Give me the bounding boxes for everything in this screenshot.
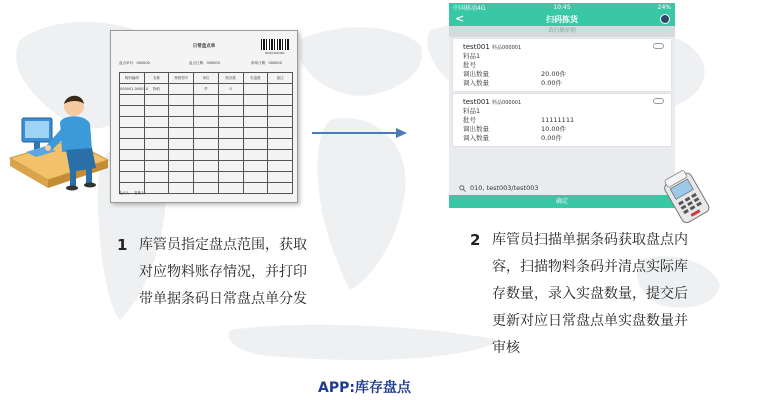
table-row	[120, 117, 293, 128]
card-out-row	[463, 70, 663, 79]
printed-stocktake-sheet	[110, 30, 298, 203]
sheet-cell	[169, 84, 194, 95]
avatar[interactable]	[660, 14, 670, 24]
app-title: 扫码拣货	[546, 14, 578, 24]
card-out-row	[463, 125, 663, 134]
sheet-title: 日常盘点单	[192, 44, 216, 49]
card-header	[463, 97, 663, 107]
item-card[interactable]	[453, 39, 671, 91]
status-carrier: 中国移动4G	[453, 5, 486, 12]
step-1-caption	[117, 232, 317, 313]
card-toggle-icon[interactable]	[653, 43, 664, 49]
card-item-name: 料品1	[463, 107, 481, 115]
scan-input-value: 010, test003/test003	[470, 184, 539, 192]
table-row	[120, 106, 293, 117]
card-item-name: 料品1	[463, 52, 481, 60]
card-batch-label: 批号	[463, 61, 476, 69]
card-batch-label: 批号	[463, 116, 476, 124]
card-toggle-icon[interactable]	[653, 98, 664, 104]
scan-prompt: 请扫描单据	[449, 26, 675, 37]
step-2-caption	[470, 227, 700, 362]
sheet-cell	[268, 84, 293, 95]
card-in-value[interactable]: 0.00件	[541, 79, 562, 87]
table-row	[120, 150, 293, 161]
table-row	[120, 95, 293, 106]
sheet-table	[119, 72, 293, 194]
sheet-barcode	[261, 39, 289, 57]
sheet-created: 制单日期：000000	[251, 61, 282, 65]
card-material-code: 料品000001	[492, 100, 522, 106]
back-arrow-icon[interactable]: <	[455, 12, 465, 25]
card-in-label: 调入数量	[463, 79, 489, 87]
card-in-row	[463, 79, 663, 88]
status-bar	[449, 3, 675, 12]
card-batch-row	[463, 61, 663, 70]
step-2-text: 库管员扫描单据条码获取盘点内容，扫描物料条码并清点实际库存数量，录入实盘数量，提交后更新对应日常盘点单实盘数量并审核	[492, 232, 688, 356]
status-battery: 24%	[657, 4, 672, 11]
sheet-col-header: 单位	[194, 73, 219, 84]
card-in-label: 调入数量	[463, 134, 489, 142]
sheet-number: 盘点单号：000000	[119, 61, 150, 65]
mobile-app-screen	[449, 3, 675, 208]
sheet-col-header: 规格型号	[169, 73, 194, 84]
card-out-label: 调出数量	[463, 70, 489, 78]
sheet-col-header: 名称	[144, 73, 169, 84]
sheet-col-header: 账存数	[218, 73, 243, 84]
app-title-bar	[449, 12, 675, 26]
sheet-cell: 件	[194, 84, 219, 95]
card-header	[463, 42, 663, 52]
card-in-row	[463, 134, 663, 143]
barcode-bars	[261, 39, 289, 50]
scan-input[interactable]	[449, 183, 675, 194]
table-row	[120, 139, 293, 150]
search-icon	[459, 185, 466, 192]
card-id: test001	[463, 98, 490, 106]
status-time: 10:45	[553, 4, 571, 11]
card-item-name-row	[463, 107, 663, 116]
sheet-col-header: 实盘数	[243, 73, 268, 84]
step-1-number: 1	[117, 236, 128, 254]
flow-arrow-icon	[312, 127, 408, 139]
step-1-text: 库管员指定盘点范围，获取对应物料账存情况，并打印带单据条码日常盘点单分发	[139, 237, 307, 307]
sheet-col-header: 备注	[268, 73, 293, 84]
sheet-header-row	[120, 73, 293, 84]
card-material-code: 料品000001	[492, 45, 522, 51]
step-2-number: 2	[470, 231, 481, 249]
sheet-col-header: 物料编码	[120, 73, 145, 84]
warehouse-worker-illustration	[0, 88, 110, 196]
sheet-cell: 物料	[144, 84, 169, 95]
card-out-value: 10.00件	[541, 125, 567, 133]
table-row	[120, 128, 293, 139]
confirm-button[interactable]: 确定	[449, 195, 675, 208]
sheet-cell: 000001-000010	[120, 84, 145, 95]
sheet-cell: 0	[218, 84, 243, 95]
card-item-name-row	[463, 52, 663, 61]
card-out-value: 20.00件	[541, 70, 567, 78]
barcode-text: PD20160301	[265, 51, 285, 55]
card-batch-value: 11111111	[541, 116, 575, 124]
card-batch-row	[463, 116, 663, 125]
sheet-cell	[243, 84, 268, 95]
card-id: test001	[463, 43, 490, 51]
sheet-footer: 盘点人： 复核人：	[119, 191, 149, 195]
sheet-date: 盘点日期：000000	[189, 61, 220, 65]
card-in-value[interactable]: 0.00件	[541, 134, 562, 142]
table-row	[120, 84, 293, 95]
footer-title: APP:库存盘点	[318, 380, 411, 396]
table-row	[120, 161, 293, 172]
table-row	[120, 172, 293, 183]
card-out-label: 调出数量	[463, 125, 489, 133]
item-card[interactable]	[453, 94, 671, 146]
barcode-scanner-icon	[657, 165, 719, 227]
